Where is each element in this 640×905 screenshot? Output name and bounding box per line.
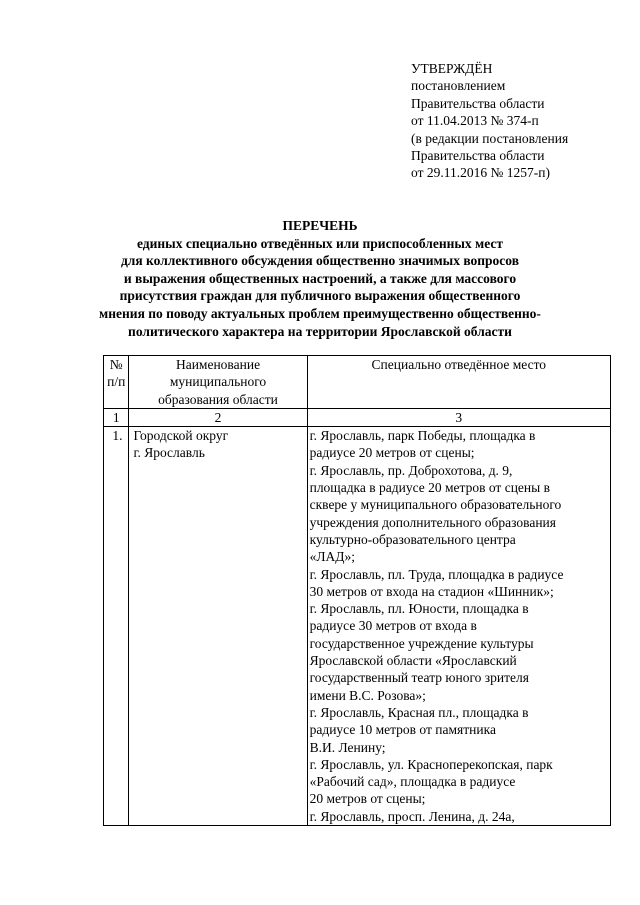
approval-line: Правительства области: [411, 95, 545, 111]
title-line: политического характера на территории Ярославской области: [128, 323, 512, 339]
row-municipality: Городской округ г. Ярославль: [129, 427, 307, 826]
document-title: [0, 217, 640, 340]
approval-line: постановлением: [411, 78, 506, 94]
column-number: 3: [307, 408, 610, 426]
approval-line: УТВЕРЖДЁН: [411, 61, 493, 76]
title-line: и выражения общественных настроений, а также для массового: [123, 270, 517, 286]
header-number: № п/п: [104, 356, 129, 409]
column-number: 1: [104, 408, 129, 426]
approval-line: (в редакции постановления: [411, 130, 569, 146]
column-number: 2: [129, 408, 307, 426]
title-line: для коллективного обсуждения общественно значимых вопросов: [120, 253, 520, 269]
approval-line: от 29.11.2016 № 1257-п): [411, 165, 550, 181]
table-header-row: [104, 356, 611, 409]
table-row: [104, 427, 611, 826]
header-place: Специально отведённое место: [307, 356, 610, 409]
title-heading: ПЕРЕЧЕНЬ: [282, 218, 358, 233]
approval-line: от 11.04.2013 № 374-п: [411, 113, 539, 129]
column-number-row: [104, 408, 611, 426]
title-line: мнения по поводу актуальных проблем преимущественно общественно-: [99, 305, 541, 321]
approval-stamp: [411, 60, 568, 182]
places-table: [103, 355, 611, 826]
row-number: 1.: [104, 427, 129, 826]
approval-line: Правительства области: [411, 148, 545, 164]
title-line: единых специально отведённых или приспособленных мест: [136, 235, 504, 251]
title-line: присутствия граждан для публичного выражения общественного: [119, 288, 521, 304]
header-municipality: Наименование муниципального образования области: [129, 356, 307, 409]
row-places: г. Ярославль, парк Победы, площадка в радиусе 20 метров от сцены; г. Ярославль, пр. Доброхотова, д. 9, площадка в радиусе 20 метров от сцены в сквере у муниципального образовательного учреждения дополнительного образования культурно-образовательного центра «ЛАД»; г. Ярославль, пл. Труда, площадка в радиусе 30 метров от входа на стадион «Шинник»; г. Ярославль, пл. Юности, площадка в радиусе 30 метров от входа в государственное учреждение культуры Ярославской области «Ярославский государственный театр юного зрителя имени В.С. Розова»; г. Ярославль, Красная пл., площадка в радиусе 10 метров от памятника В.И. Ленину; г. Ярославль, ул. Красноперекопская, парк «Рабочий сад», площадка в радиусе 20 метров от сцены; г. Ярославль, просп. Ленина, д. 24а,: [307, 427, 610, 826]
